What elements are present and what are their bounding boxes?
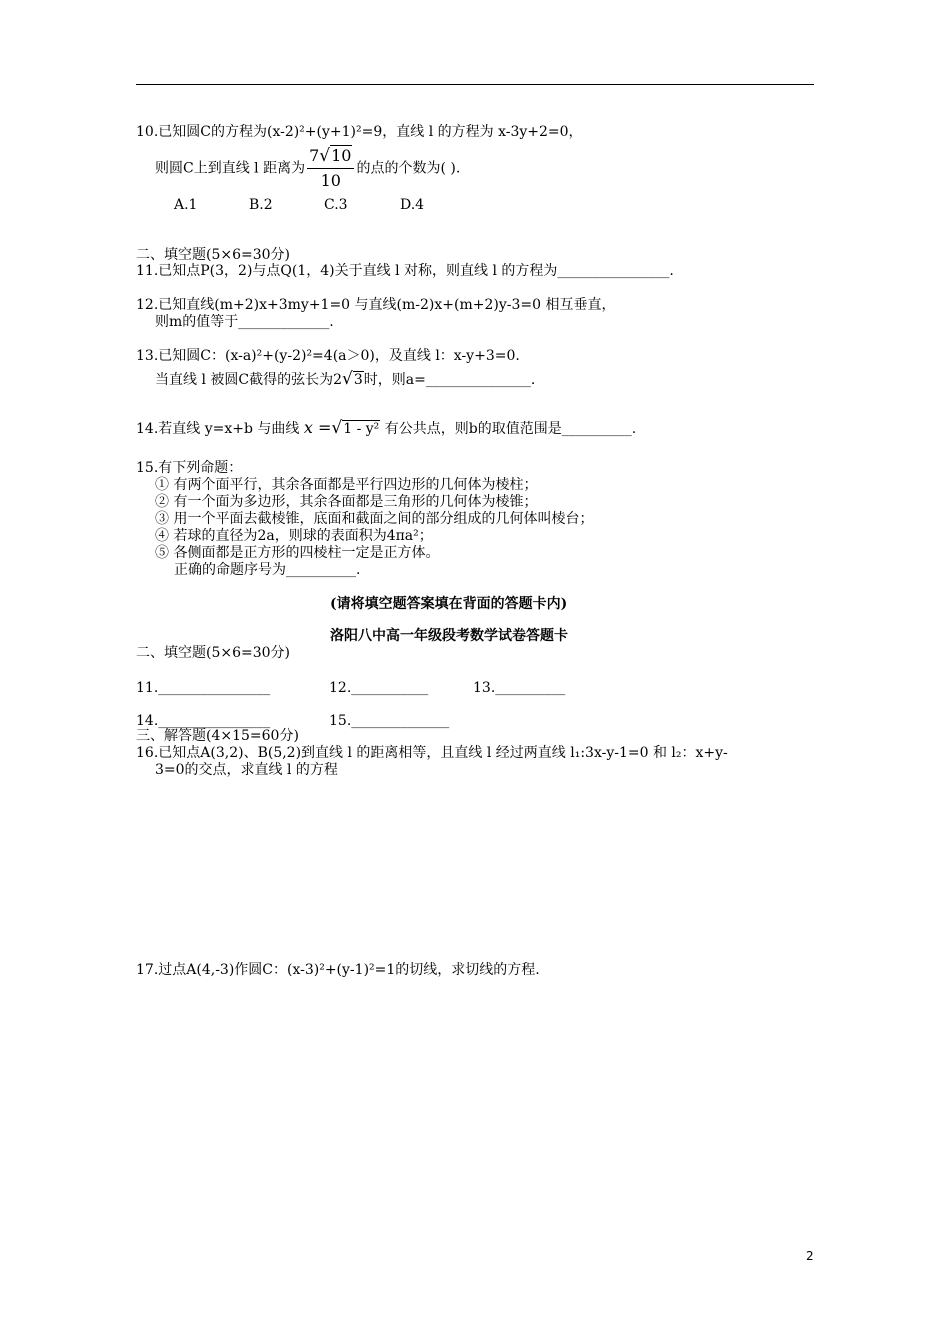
q17: 17.过点A(4,-3)作圆C：(x-3)²+(y-1)²=1的切线，求切线的方程.: [136, 962, 540, 978]
q10-option-b: B.2: [249, 197, 273, 213]
answer-card-title: 洛阳八中高一年级段考数学试卷答题卡: [330, 628, 568, 644]
blank-15[interactable]: 15.______________: [329, 713, 450, 729]
q10-line1: 10.已知圆C的方程为(x-2)²+(y+1)²=9，直线 l 的方程为 x-3y+2=0，: [136, 124, 583, 140]
q14-math-rad: 1 - y²: [343, 421, 380, 437]
blank-11[interactable]: 11.________________: [136, 680, 271, 696]
q10-line2-pre: 则圆C上到直线 l 距离为: [155, 160, 306, 177]
blank-14[interactable]: 14.________________: [136, 713, 271, 729]
q15-item-4: ④ 若球的直径为2a，则球的表面积为4πa²；: [155, 528, 433, 544]
q14-post: 有公共点，则b的取值范围是__________.: [384, 421, 637, 437]
q14-math-lhs: x =: [303, 418, 332, 437]
q10-frac-num-rad: 10: [331, 146, 352, 165]
section3-title: 三、解答题(4×15=60分): [136, 728, 299, 744]
q10-line2-post: 的点的个数为( ).: [356, 160, 461, 177]
q14-pre: 14.若直线 y=x+b 与曲线: [136, 421, 300, 437]
q10-option-a: A.1: [174, 197, 198, 213]
q16-line1: 16.已知点A(3,2)、B(5,2)到直线 l 的距离相等，且直线 l 经过两直线 l₁:3x-y-1=0 和 l₂：x+y-: [136, 745, 728, 761]
answer-card-section-title: 二、填空题(5×6=30分): [136, 645, 291, 661]
q15-item-5: ⑤ 各侧面都是正方形的四棱柱一定是正方体。: [155, 545, 440, 561]
q14: [136, 418, 636, 438]
q10-frac-den: 10: [320, 171, 341, 191]
page-number: 2: [806, 1249, 814, 1263]
sqrt-icon: √: [342, 369, 353, 389]
header-rule: [136, 84, 814, 85]
q10-fraction: [307, 146, 354, 191]
blank-13[interactable]: 13.__________: [473, 680, 566, 696]
q15-title: 15.有下列命题：: [136, 460, 243, 476]
notice: (请将填空题答案填在背面的答题卡内): [330, 596, 568, 612]
q10-option-d: D.4: [400, 197, 425, 213]
q15-item-2: ② 有一个面为多边形，其余各面都是三角形的几何体为棱锥；: [155, 494, 538, 510]
q10-option-c: C.3: [324, 197, 348, 213]
q10-frac-num-coef: 7: [309, 146, 320, 165]
q15-answer-line: 正确的命题序号为__________.: [174, 562, 361, 578]
sqrt-icon: √: [319, 146, 331, 166]
q13-line2-post: 时，则a=_______________.: [363, 372, 536, 388]
q13-line2: [155, 369, 535, 389]
q10-line2: [155, 146, 460, 191]
blank-12[interactable]: 12.___________: [329, 680, 429, 696]
q11: 11.已知点P(3，2)与点Q(1，4)关于直线 l 对称，则直线 l 的方程为________________.: [136, 263, 674, 279]
q12-line1: 12.已知直线(m+2)x+3my+1=0 与直线(m-2)x+(m+2)y-3=0 相互垂直，: [136, 297, 616, 313]
q13-line1: 13.已知圆C：(x-a)²+(y-2)²=4(a＞0)，及直线 l：x-y+3=0.: [136, 348, 520, 364]
section2-title: 二、填空题(5×6=30分): [136, 247, 291, 263]
sqrt-icon: √: [331, 418, 343, 438]
q13-line2-rad: 3: [353, 372, 363, 388]
q15-item-1: ① 有两个面平行，其余各面都是平行四边形的几何体为棱柱；: [155, 477, 538, 493]
q12-line2: 则m的值等于_____________.: [155, 314, 334, 330]
q15-item-3: ③ 用一个平面去截棱锥，底面和截面之间的部分组成的几何体叫棱台；: [155, 511, 594, 527]
q16-line2: 3=0的交点，求直线 l 的方程: [155, 762, 338, 778]
q13-line2-pre: 当直线 l 被圆C截得的弦长为2: [155, 372, 342, 388]
